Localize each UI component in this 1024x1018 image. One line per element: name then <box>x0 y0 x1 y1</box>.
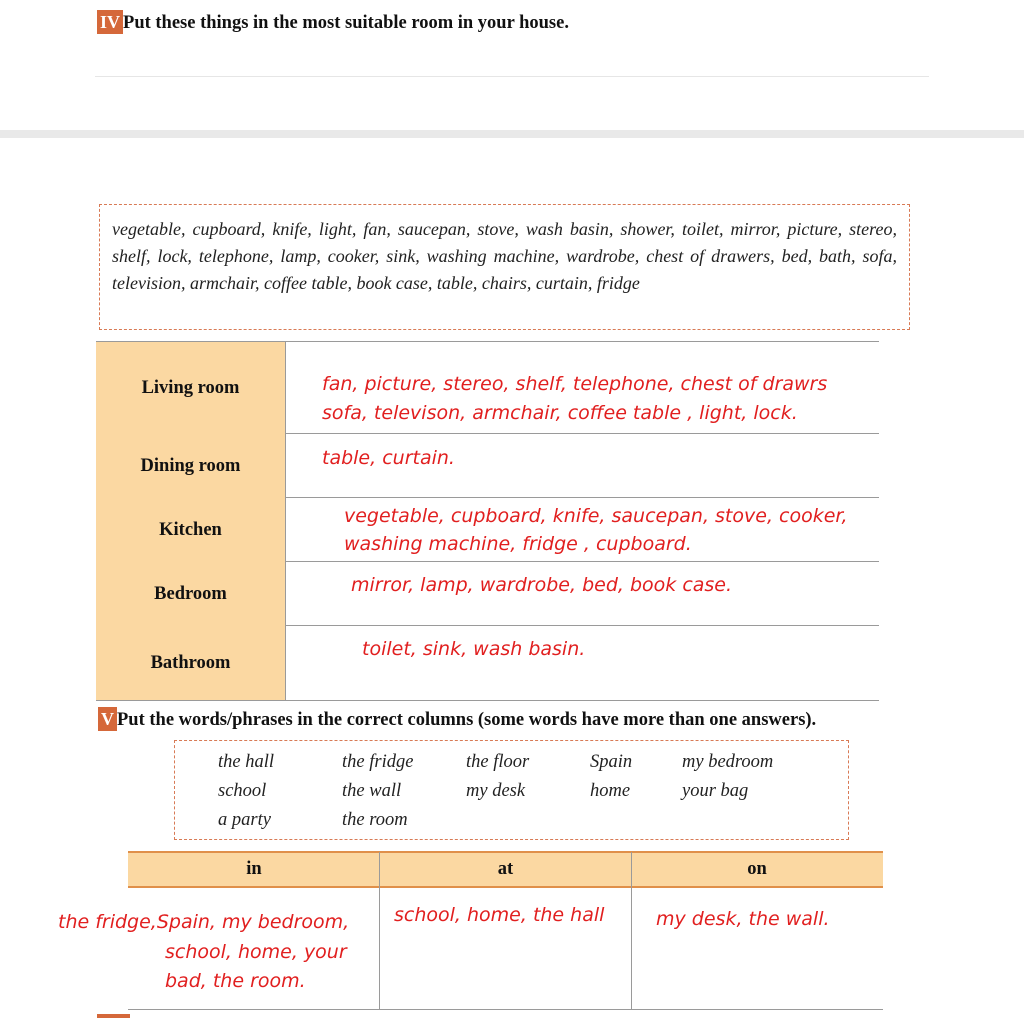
room-bedroom: Bedroom <box>96 562 285 626</box>
answer-bathroom: toilet, sink, wash basin. <box>362 638 586 660</box>
phrase-item: the floor <box>466 752 530 772</box>
table-rule <box>285 497 879 498</box>
room-living: Living room <box>96 342 285 434</box>
section-v-badge: V <box>98 707 117 731</box>
phrase-item: Spain <box>590 752 633 772</box>
phrase-item: the room <box>342 810 408 830</box>
table-rule <box>128 851 883 853</box>
table-divider <box>379 852 380 1010</box>
answer-living-line2: sofa, televison, armchair, coffee table , light, lock. <box>322 402 798 424</box>
phrase-item: school <box>218 781 267 801</box>
divider <box>95 76 929 77</box>
answer-dining: table, curtain. <box>322 447 455 469</box>
column-header-in: in <box>128 852 380 887</box>
room-kitchen: Kitchen <box>96 498 285 562</box>
phrase-item: my bedroom <box>682 752 774 772</box>
next-section-badge <box>97 1014 130 1018</box>
phrase-item: the wall <box>342 781 402 801</box>
table-divider <box>631 852 632 1010</box>
section-iv-instruction: Put these things in the most suitable room in your house. <box>123 13 569 33</box>
answer-kitchen-line2: washing machine, fridge , cupboard. <box>344 533 692 555</box>
section-iv-badge: IV <box>97 10 123 34</box>
table-rule <box>96 700 879 701</box>
phrase-item: a party <box>218 810 271 830</box>
table-rule <box>96 341 879 342</box>
section-v-heading <box>98 707 816 732</box>
section-iv-heading <box>97 10 569 35</box>
column-header-on: on <box>631 852 883 887</box>
answer-living-line1: fan, picture, stereo, shelf, telephone, chest of drawrs <box>322 373 828 395</box>
table-rule <box>128 886 883 888</box>
answer-at: school, home, the hall <box>394 904 605 926</box>
table-divider <box>285 341 286 701</box>
phrase-item: the hall <box>218 752 275 772</box>
table-rule <box>285 561 879 562</box>
answer-in-line2: school, home, your <box>165 941 347 963</box>
answer-in-line3: bad, the room. <box>165 970 306 992</box>
room-bathroom: Bathroom <box>96 626 285 700</box>
table-rule <box>285 625 879 626</box>
section-v-instruction: Put the words/phrases in the correct columns (some words have more than one answers). <box>117 710 817 730</box>
phrase-item: the fridge <box>342 752 414 772</box>
answer-on: my desk, the wall. <box>656 908 830 930</box>
page-separator <box>0 130 1024 138</box>
answer-bedroom: mirror, lamp, wardrobe, bed, book case. <box>351 574 733 596</box>
phrase-item: your bag <box>682 781 749 801</box>
word-box <box>99 204 910 330</box>
answer-in-line1: the fridge,Spain, my bedroom, <box>58 911 350 933</box>
table-rule <box>128 1009 883 1010</box>
phrase-item: my desk <box>466 781 526 801</box>
phrase-item: home <box>590 781 631 801</box>
word-box-text: vegetable, cupboard, knife, light, fan, saucepan, stove, wash basin, shower, toilet, mirror, picture, stereo, shelf, lock, telephone, lamp, cooker, sink, washing machine, wardrobe, chest of drawers, bed, bath, sofa, television, armchair, coffee table, book case, table, chairs, curtain, fridge <box>112 219 897 293</box>
table-rule <box>285 433 879 434</box>
column-header-at: at <box>380 852 631 887</box>
answer-kitchen-line1: vegetable, cupboard, knife, saucepan, stove, cooker, <box>344 505 848 527</box>
room-dining: Dining room <box>96 434 285 498</box>
